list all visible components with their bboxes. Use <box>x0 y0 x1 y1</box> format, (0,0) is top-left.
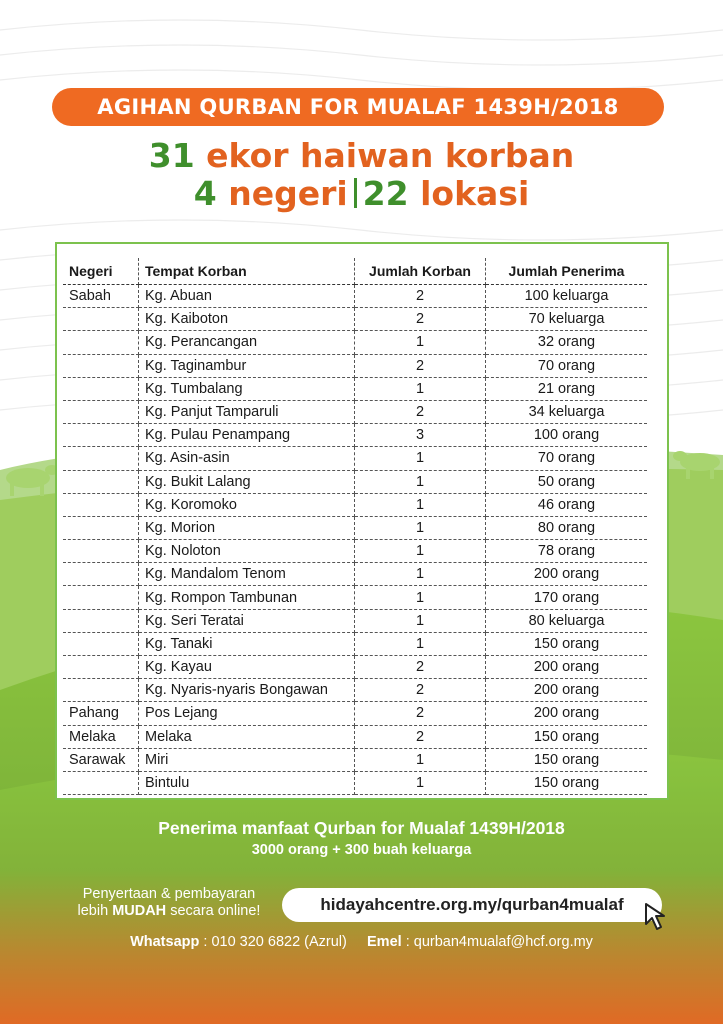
cell-jumlah-penerima: 34 keluarga <box>486 400 648 423</box>
table-row <box>63 424 647 447</box>
state-count: 4 <box>193 174 217 213</box>
cell-tempat: Kg. Rompon Tambunan <box>139 586 355 609</box>
cursor-icon <box>644 902 672 932</box>
cell-negeri <box>63 354 139 377</box>
cell-tempat: Kg. Kaiboton <box>139 308 355 331</box>
cell-tempat: Kg. Pulau Penampang <box>139 424 355 447</box>
cell-jumlah-korban: 2 <box>355 656 486 679</box>
beneficiary-title: Penerima manfaat Qurban for Mualaf 1439H/2018 <box>158 818 565 838</box>
table-row <box>63 563 647 586</box>
whatsapp-label: Whatsapp <box>130 934 200 950</box>
header-jumlah-penerima: Jumlah Penerima <box>486 258 648 285</box>
cell-jumlah-korban: 2 <box>355 308 486 331</box>
cell-tempat: Miri <box>139 748 355 771</box>
cell-jumlah-korban: 2 <box>355 400 486 423</box>
cell-tempat: Kg. Bukit Lalang <box>139 470 355 493</box>
cell-tempat: Kg. Panjut Tamparuli <box>139 400 355 423</box>
table-row <box>63 632 647 655</box>
cell-jumlah-penerima: 70 orang <box>486 447 648 470</box>
distribution-table-card <box>55 242 669 800</box>
table-row <box>63 540 647 563</box>
contact-line: Whatsapp : 010 320 6822 (Azrul) Emel : qurban4mualaf@hcf.org.my <box>130 934 593 950</box>
cell-negeri <box>63 679 139 702</box>
cell-negeri <box>63 377 139 400</box>
cell-jumlah-penerima: 150 orang <box>486 748 648 771</box>
cell-jumlah-korban: 2 <box>355 679 486 702</box>
cell-negeri <box>63 516 139 539</box>
cell-tempat: Kg. Perancangan <box>139 331 355 354</box>
cell-jumlah-korban: 1 <box>355 331 486 354</box>
header-jumlah-korban: Jumlah Korban <box>355 258 486 285</box>
headline-line-1 <box>0 136 723 176</box>
cell-tempat: Kg. Koromoko <box>139 493 355 516</box>
beneficiary-summary: 3000 orang + 300 buah keluarga <box>251 842 472 858</box>
cell-jumlah-korban: 1 <box>355 470 486 493</box>
email-address[interactable]: qurban4mualaf@hcf.org.my <box>413 934 593 950</box>
table-row <box>63 377 647 400</box>
table-row <box>63 308 647 331</box>
cell-tempat: Kg. Abuan <box>139 285 355 308</box>
table-row <box>63 285 647 308</box>
cell-jumlah-penerima: 200 orang <box>486 702 648 725</box>
table-header-row <box>63 258 647 285</box>
cell-tempat: Kg. Seri Teratai <box>139 609 355 632</box>
promo-bold: MUDAH <box>112 903 167 919</box>
table-row <box>63 516 647 539</box>
cell-jumlah-korban: 1 <box>355 609 486 632</box>
cell-tempat: Melaka <box>139 725 355 748</box>
table-row <box>63 354 647 377</box>
cell-tempat: Kg. Tanaki <box>139 632 355 655</box>
table-row <box>63 771 647 794</box>
cell-jumlah-korban: 1 <box>355 377 486 400</box>
cell-jumlah-korban: 2 <box>355 702 486 725</box>
cell-negeri <box>63 609 139 632</box>
distribution-table <box>63 258 647 795</box>
table-row <box>63 331 647 354</box>
cell-jumlah-penerima: 80 keluarga <box>486 609 648 632</box>
cell-jumlah-penerima: 70 keluarga <box>486 308 648 331</box>
cell-jumlah-penerima: 150 orang <box>486 632 648 655</box>
table-row <box>63 400 647 423</box>
promo-line-2 <box>56 903 282 920</box>
cell-jumlah-penerima: 50 orang <box>486 470 648 493</box>
promo-text <box>56 886 282 920</box>
cell-negeri <box>63 447 139 470</box>
cell-jumlah-korban: 2 <box>355 725 486 748</box>
email-label: Emel <box>367 934 402 950</box>
cell-jumlah-penerima: 100 orang <box>486 424 648 447</box>
table-row <box>63 586 647 609</box>
cell-jumlah-penerima: 32 orang <box>486 331 648 354</box>
cell-negeri: Melaka <box>63 725 139 748</box>
table-row <box>63 679 647 702</box>
cell-jumlah-penerima: 78 orang <box>486 540 648 563</box>
divider <box>354 178 357 208</box>
cell-negeri <box>63 400 139 423</box>
cell-jumlah-penerima: 70 orang <box>486 354 648 377</box>
table-row <box>63 470 647 493</box>
cell-negeri <box>63 308 139 331</box>
cell-negeri <box>63 470 139 493</box>
whatsapp-number[interactable]: 010 320 6822 (Azrul) <box>211 934 347 950</box>
cell-tempat: Bintulu <box>139 771 355 794</box>
header-negeri: Negeri <box>63 258 139 285</box>
cell-jumlah-penerima: 21 orang <box>486 377 648 400</box>
cell-jumlah-penerima: 150 orang <box>486 771 648 794</box>
cell-tempat: Kg. Tumbalang <box>139 377 355 400</box>
cell-jumlah-korban: 3 <box>355 424 486 447</box>
headline-line-2 <box>0 174 723 214</box>
cell-tempat: Kg. Nyaris-nyaris Bongawan <box>139 679 355 702</box>
header-tempat-korban: Tempat Korban <box>139 258 355 285</box>
table-row <box>63 725 647 748</box>
cell-jumlah-penerima: 170 orang <box>486 586 648 609</box>
cell-negeri: Sarawak <box>63 748 139 771</box>
cell-negeri <box>63 540 139 563</box>
cell-jumlah-penerima: 150 orang <box>486 725 648 748</box>
table-row <box>63 656 647 679</box>
cell-jumlah-korban: 1 <box>355 516 486 539</box>
cell-negeri <box>63 632 139 655</box>
cell-negeri <box>63 493 139 516</box>
animal-count: 31 <box>148 136 195 175</box>
table-row <box>63 493 647 516</box>
cell-jumlah-korban: 1 <box>355 748 486 771</box>
cell-negeri <box>63 586 139 609</box>
website-link[interactable]: hidayahcentre.org.my/qurban4mualaf <box>282 888 662 922</box>
table-row <box>63 748 647 771</box>
table-row <box>63 447 647 470</box>
title-banner: AGIHAN QURBAN FOR MUALAF 1439H/2018 <box>52 88 664 126</box>
cell-jumlah-penerima: 80 orang <box>486 516 648 539</box>
cell-jumlah-korban: 1 <box>355 771 486 794</box>
cell-tempat: Kg. Noloton <box>139 540 355 563</box>
location-count: 22 <box>362 174 409 213</box>
cell-tempat: Kg. Asin-asin <box>139 447 355 470</box>
cell-jumlah-korban: 2 <box>355 285 486 308</box>
cell-negeri: Sabah <box>63 285 139 308</box>
cell-jumlah-korban: 1 <box>355 447 486 470</box>
cell-negeri <box>63 424 139 447</box>
table-row <box>63 609 647 632</box>
cell-jumlah-korban: 1 <box>355 493 486 516</box>
cell-jumlah-penerima: 200 orang <box>486 656 648 679</box>
cell-jumlah-penerima: 100 keluarga <box>486 285 648 308</box>
cell-negeri: Pahang <box>63 702 139 725</box>
table-row <box>63 702 647 725</box>
cell-tempat: Kg. Taginambur <box>139 354 355 377</box>
cell-negeri <box>63 563 139 586</box>
cell-jumlah-penerima: 46 orang <box>486 493 648 516</box>
state-label: negeri <box>228 174 348 213</box>
cell-jumlah-penerima: 200 orang <box>486 563 648 586</box>
promo-line-1: Penyertaan & pembayaran <box>82 886 256 902</box>
cell-tempat: Kg. Mandalom Tenom <box>139 563 355 586</box>
cell-jumlah-korban: 1 <box>355 632 486 655</box>
cell-tempat: Pos Lejang <box>139 702 355 725</box>
cell-negeri <box>63 331 139 354</box>
cell-tempat: Kg. Kayau <box>139 656 355 679</box>
promo-prefix: lebih <box>77 903 109 919</box>
location-label: lokasi <box>420 174 530 213</box>
cell-negeri <box>63 771 139 794</box>
cell-jumlah-penerima: 200 orang <box>486 679 648 702</box>
cell-jumlah-korban: 2 <box>355 354 486 377</box>
animal-label: ekor haiwan korban <box>206 136 575 175</box>
cell-negeri <box>63 656 139 679</box>
cell-jumlah-korban: 1 <box>355 540 486 563</box>
promo-suffix: secara online! <box>170 903 261 919</box>
cell-tempat: Kg. Morion <box>139 516 355 539</box>
cell-jumlah-korban: 1 <box>355 586 486 609</box>
cell-jumlah-korban: 1 <box>355 563 486 586</box>
